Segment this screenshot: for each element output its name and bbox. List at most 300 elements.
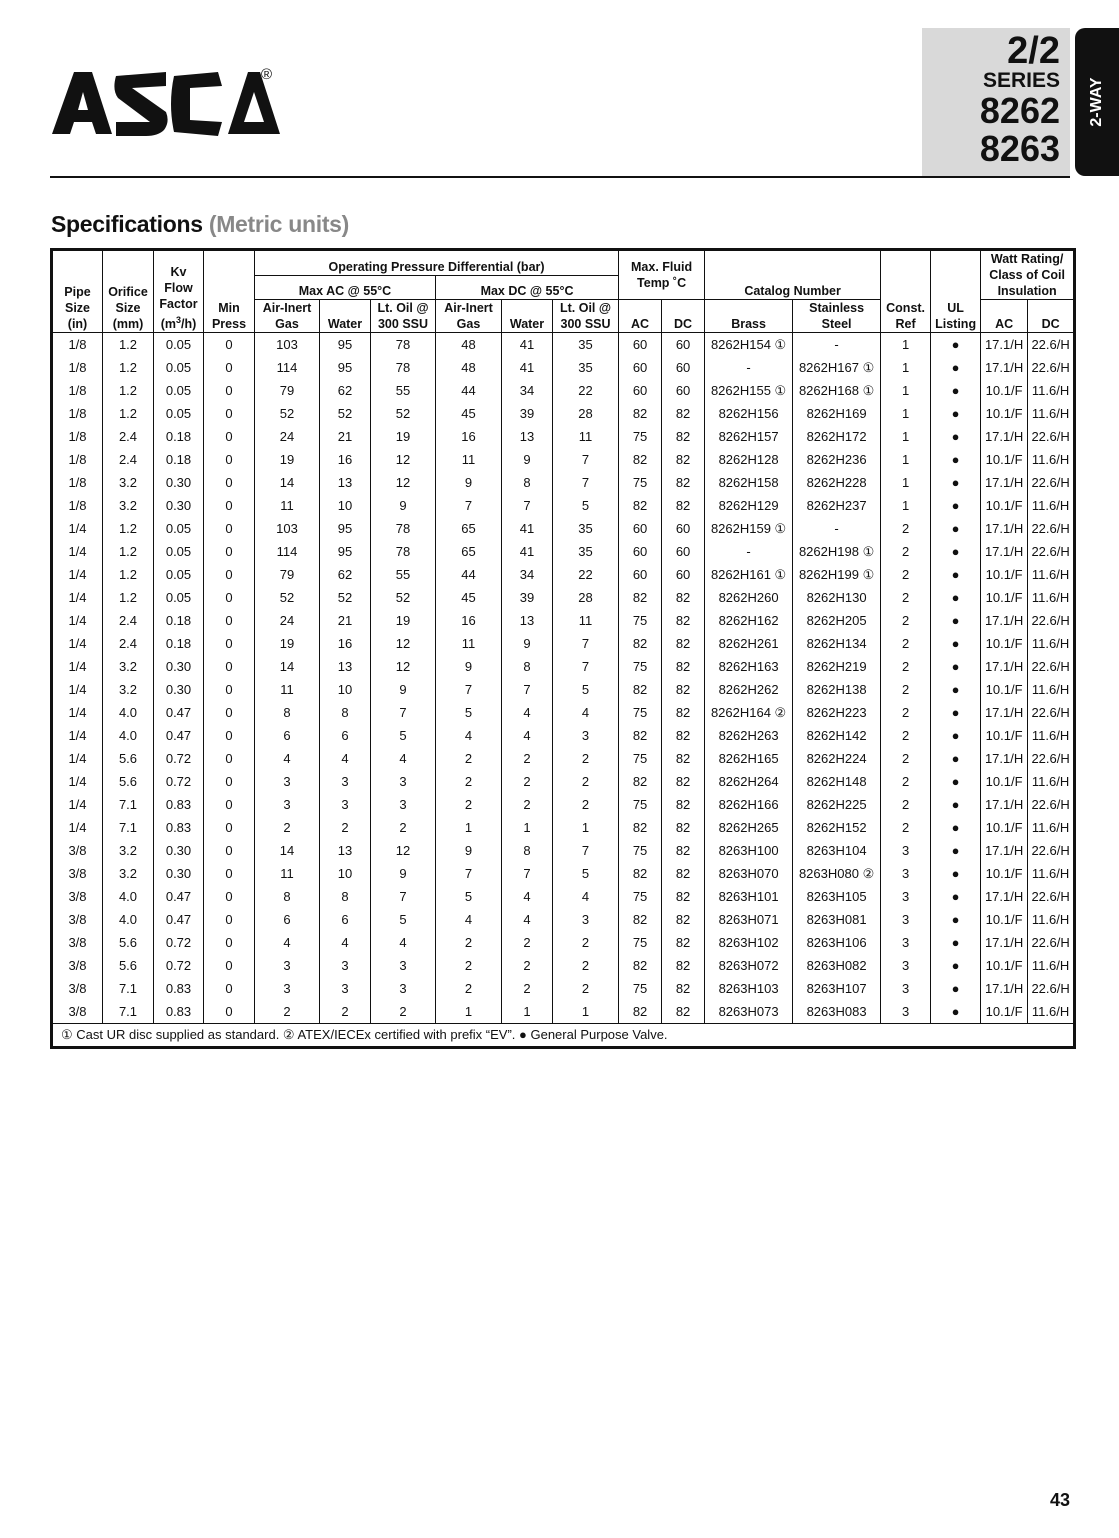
table-row — [52, 471, 1075, 494]
cell-kv-flow: 0.30 — [154, 678, 204, 701]
cell-kv-flow: 0.30 — [154, 655, 204, 678]
cell-watt-ac: 17.1/H — [981, 747, 1028, 770]
header-catalog-number: Catalog Number — [705, 250, 881, 300]
cell-orifice-size: 3.2 — [103, 862, 154, 885]
cell-watt-ac: 17.1/H — [981, 333, 1028, 357]
cell-brass: 8262H156 — [705, 402, 793, 425]
cell-brass: 8262H265 — [705, 816, 793, 839]
cell-ul-listing: ● — [931, 494, 981, 517]
cell-brass: 8262H163 — [705, 655, 793, 678]
cell-ac-air-inert-gas: 24 — [255, 609, 320, 632]
cell-orifice-size: 2.4 — [103, 632, 154, 655]
cell-ac-lt-oil: 12 — [371, 448, 436, 471]
cell-const-ref: 2 — [881, 609, 931, 632]
cell-watt-ac: 10.1/F — [981, 816, 1028, 839]
cell-watt-ac: 10.1/F — [981, 678, 1028, 701]
cell-ul-listing: ● — [931, 724, 981, 747]
cell-orifice-size: 3.2 — [103, 494, 154, 517]
cell-ac-water: 95 — [320, 540, 371, 563]
cell-dc-lt-oil: 2 — [553, 770, 619, 793]
cell-dc-air-inert-gas: 2 — [436, 977, 502, 1000]
cell-watt-dc: 22.6/H — [1028, 655, 1075, 678]
cell-orifice-size: 3.2 — [103, 471, 154, 494]
cell-dc-lt-oil: 7 — [553, 448, 619, 471]
side-tab-label: 2-WAY — [1088, 77, 1105, 127]
cell-stainless-steel: 8263H107 — [793, 977, 881, 1000]
cell-dc-water: 13 — [502, 609, 553, 632]
cell-watt-ac: 10.1/F — [981, 632, 1028, 655]
cell-ac-water: 4 — [320, 931, 371, 954]
cell-temp-dc: 82 — [662, 678, 705, 701]
table-row — [52, 333, 1075, 357]
cell-ul-listing: ● — [931, 609, 981, 632]
cell-dc-water: 7 — [502, 678, 553, 701]
cell-watt-dc: 11.6/H — [1028, 563, 1075, 586]
cell-kv-flow: 0.72 — [154, 931, 204, 954]
cell-pipe-size: 1/8 — [52, 356, 103, 379]
cell-brass: 8262H260 — [705, 586, 793, 609]
cell-kv-flow: 0.05 — [154, 402, 204, 425]
cell-watt-ac: 17.1/H — [981, 517, 1028, 540]
cell-watt-dc: 22.6/H — [1028, 425, 1075, 448]
cell-ac-air-inert-gas: 19 — [255, 448, 320, 471]
cell-temp-dc: 82 — [662, 885, 705, 908]
cell-pipe-size: 1/4 — [52, 517, 103, 540]
cell-ul-listing: ● — [931, 448, 981, 471]
cell-dc-lt-oil: 35 — [553, 517, 619, 540]
cell-temp-ac: 82 — [619, 494, 662, 517]
cell-stainless-steel: 8262H148 — [793, 770, 881, 793]
asco-logo — [50, 66, 282, 140]
cell-const-ref: 3 — [881, 885, 931, 908]
table-row — [52, 793, 1075, 816]
cell-dc-lt-oil: 2 — [553, 931, 619, 954]
cell-brass: 8262H155 ① — [705, 379, 793, 402]
cell-stainless-steel: 8262H138 — [793, 678, 881, 701]
cell-temp-dc: 60 — [662, 333, 705, 357]
cell-ac-water: 62 — [320, 563, 371, 586]
cell-stainless-steel: 8262H169 — [793, 402, 881, 425]
cell-dc-water: 13 — [502, 425, 553, 448]
cell-dc-air-inert-gas: 48 — [436, 333, 502, 357]
cell-ac-air-inert-gas: 3 — [255, 954, 320, 977]
cell-dc-lt-oil: 35 — [553, 356, 619, 379]
cell-dc-water: 8 — [502, 471, 553, 494]
cell-dc-lt-oil: 1 — [553, 1000, 619, 1024]
cell-dc-water: 4 — [502, 724, 553, 747]
cell-watt-ac: 17.1/H — [981, 540, 1028, 563]
cell-dc-lt-oil: 5 — [553, 678, 619, 701]
cell-ul-listing: ● — [931, 632, 981, 655]
table-row — [52, 885, 1075, 908]
cell-min-press: 0 — [204, 724, 255, 747]
cell-watt-dc: 22.6/H — [1028, 839, 1075, 862]
cell-stainless-steel: 8262H198 ① — [793, 540, 881, 563]
cell-orifice-size: 4.0 — [103, 885, 154, 908]
cell-ac-air-inert-gas: 52 — [255, 586, 320, 609]
cell-watt-ac: 10.1/F — [981, 954, 1028, 977]
cell-temp-ac: 75 — [619, 701, 662, 724]
cell-dc-water: 41 — [502, 517, 553, 540]
cell-const-ref: 1 — [881, 379, 931, 402]
cell-kv-flow: 0.05 — [154, 563, 204, 586]
cell-const-ref: 2 — [881, 701, 931, 724]
cell-brass: 8263H102 — [705, 931, 793, 954]
cell-min-press: 0 — [204, 701, 255, 724]
cell-kv-flow: 0.47 — [154, 724, 204, 747]
table-footnote: ① Cast UR disc supplied as standard. ② ATEX/IECEx certified with prefix “EV”. ● General Purpose Valve. — [52, 1024, 1075, 1048]
cell-temp-dc: 82 — [662, 655, 705, 678]
header-kv-flow: Kv Flow Factor $(m^3/h)$ — [154, 250, 204, 333]
cell-kv-flow: 0.72 — [154, 954, 204, 977]
cell-ac-lt-oil: 3 — [371, 770, 436, 793]
cell-dc-air-inert-gas: 9 — [436, 839, 502, 862]
cell-watt-ac: 10.1/F — [981, 1000, 1028, 1024]
cell-ac-air-inert-gas: 79 — [255, 563, 320, 586]
cell-pipe-size: 1/4 — [52, 655, 103, 678]
cell-kv-flow: 0.83 — [154, 1000, 204, 1024]
cell-temp-dc: 82 — [662, 586, 705, 609]
cell-min-press: 0 — [204, 609, 255, 632]
cell-pipe-size: 1/4 — [52, 724, 103, 747]
cell-ac-lt-oil: 4 — [371, 931, 436, 954]
cell-temp-dc: 82 — [662, 793, 705, 816]
cell-ac-air-inert-gas: 6 — [255, 724, 320, 747]
cell-dc-water: 2 — [502, 793, 553, 816]
cell-kv-flow: 0.18 — [154, 609, 204, 632]
cell-stainless-steel: 8262H142 — [793, 724, 881, 747]
cell-orifice-size: 5.6 — [103, 954, 154, 977]
cell-ul-listing: ● — [931, 678, 981, 701]
cell-ac-air-inert-gas: 24 — [255, 425, 320, 448]
cell-watt-ac: 17.1/H — [981, 609, 1028, 632]
cell-brass: 8262H261 — [705, 632, 793, 655]
cell-ac-lt-oil: 9 — [371, 678, 436, 701]
cell-watt-dc: 22.6/H — [1028, 540, 1075, 563]
cell-pipe-size: 1/4 — [52, 770, 103, 793]
cell-ul-listing: ● — [931, 931, 981, 954]
cell-brass: 8262H164 ② — [705, 701, 793, 724]
cell-temp-ac: 75 — [619, 793, 662, 816]
cell-const-ref: 2 — [881, 724, 931, 747]
header-brass: Brass — [705, 300, 793, 333]
cell-temp-dc: 82 — [662, 862, 705, 885]
cell-min-press: 0 — [204, 862, 255, 885]
cell-dc-air-inert-gas: 2 — [436, 770, 502, 793]
cell-pipe-size: 3/8 — [52, 977, 103, 1000]
cell-stainless-steel: 8262H172 — [793, 425, 881, 448]
cell-watt-ac: 17.1/H — [981, 425, 1028, 448]
cell-watt-dc: 11.6/H — [1028, 908, 1075, 931]
cell-orifice-size: 7.1 — [103, 816, 154, 839]
cell-watt-ac: 10.1/F — [981, 494, 1028, 517]
cell-dc-air-inert-gas: 2 — [436, 931, 502, 954]
cell-watt-ac: 17.1/H — [981, 931, 1028, 954]
cell-watt-ac: 17.1/H — [981, 356, 1028, 379]
cell-dc-lt-oil: 2 — [553, 747, 619, 770]
cell-ac-water: 10 — [320, 678, 371, 701]
cell-temp-ac: 82 — [619, 770, 662, 793]
cell-dc-lt-oil: 1 — [553, 816, 619, 839]
cell-const-ref: 1 — [881, 425, 931, 448]
series-number-8263: 8263 — [979, 128, 1060, 169]
cell-temp-dc: 60 — [662, 540, 705, 563]
cell-min-press: 0 — [204, 517, 255, 540]
cell-ul-listing: ● — [931, 379, 981, 402]
cell-temp-ac: 82 — [619, 954, 662, 977]
cell-stainless-steel: 8263H081 — [793, 908, 881, 931]
cell-temp-dc: 82 — [662, 816, 705, 839]
cell-ac-water: 21 — [320, 609, 371, 632]
cell-stainless-steel: 8262H205 — [793, 609, 881, 632]
cell-watt-dc: 11.6/H — [1028, 379, 1075, 402]
page-number: 43 — [1050, 1490, 1071, 1510]
cell-temp-dc: 82 — [662, 701, 705, 724]
cell-temp-ac: 82 — [619, 724, 662, 747]
table-row — [52, 931, 1075, 954]
cell-stainless-steel: - — [793, 517, 881, 540]
cell-ul-listing: ● — [931, 747, 981, 770]
cell-dc-lt-oil: 5 — [553, 862, 619, 885]
cell-dc-lt-oil: 28 — [553, 402, 619, 425]
cell-dc-water: 8 — [502, 839, 553, 862]
cell-ul-listing: ● — [931, 1000, 981, 1024]
cell-min-press: 0 — [204, 839, 255, 862]
cell-ac-water: 8 — [320, 885, 371, 908]
table-row — [52, 609, 1075, 632]
cell-ac-lt-oil: 12 — [371, 655, 436, 678]
table-row — [52, 977, 1075, 1000]
cell-dc-air-inert-gas: 7 — [436, 494, 502, 517]
cell-const-ref: 2 — [881, 655, 931, 678]
cell-watt-ac: 10.1/F — [981, 862, 1028, 885]
cell-watt-ac: 10.1/F — [981, 379, 1028, 402]
cell-const-ref: 1 — [881, 471, 931, 494]
cell-min-press: 0 — [204, 632, 255, 655]
cell-ul-listing: ● — [931, 540, 981, 563]
cell-dc-air-inert-gas: 1 — [436, 816, 502, 839]
cell-temp-ac: 60 — [619, 333, 662, 357]
table-row — [52, 632, 1075, 655]
cell-temp-ac: 82 — [619, 678, 662, 701]
cell-stainless-steel: 8263H104 — [793, 839, 881, 862]
header-const-ref: Const. Ref — [881, 250, 931, 333]
cell-temp-dc: 60 — [662, 379, 705, 402]
cell-ac-water: 95 — [320, 517, 371, 540]
cell-dc-lt-oil: 2 — [553, 793, 619, 816]
cell-pipe-size: 1/4 — [52, 701, 103, 724]
cell-temp-dc: 82 — [662, 724, 705, 747]
cell-temp-dc: 82 — [662, 448, 705, 471]
cell-ul-listing: ● — [931, 563, 981, 586]
cell-ac-lt-oil: 12 — [371, 632, 436, 655]
cell-ul-listing: ● — [931, 425, 981, 448]
cell-ac-air-inert-gas: 8 — [255, 701, 320, 724]
cell-watt-ac: 17.1/H — [981, 701, 1028, 724]
cell-orifice-size: 1.2 — [103, 379, 154, 402]
cell-dc-water: 34 — [502, 563, 553, 586]
cell-min-press: 0 — [204, 816, 255, 839]
cell-ac-lt-oil: 55 — [371, 563, 436, 586]
cell-kv-flow: 0.05 — [154, 517, 204, 540]
cell-ac-lt-oil: 78 — [371, 356, 436, 379]
table-row — [52, 678, 1075, 701]
cell-pipe-size: 1/8 — [52, 448, 103, 471]
cell-ac-lt-oil: 7 — [371, 701, 436, 724]
cell-dc-air-inert-gas: 7 — [436, 678, 502, 701]
cell-temp-dc: 82 — [662, 1000, 705, 1024]
cell-dc-air-inert-gas: 2 — [436, 793, 502, 816]
cell-pipe-size: 3/8 — [52, 908, 103, 931]
cell-kv-flow: 0.30 — [154, 471, 204, 494]
cell-dc-lt-oil: 2 — [553, 954, 619, 977]
table-row — [52, 655, 1075, 678]
cell-dc-water: 34 — [502, 379, 553, 402]
cell-min-press: 0 — [204, 655, 255, 678]
header-opd: Operating Pressure Differential (bar) — [255, 250, 619, 276]
cell-orifice-size: 4.0 — [103, 724, 154, 747]
cell-stainless-steel: 8262H168 ① — [793, 379, 881, 402]
cell-dc-water: 1 — [502, 1000, 553, 1024]
cell-orifice-size: 4.0 — [103, 701, 154, 724]
cell-orifice-size: 5.6 — [103, 770, 154, 793]
cell-stainless-steel: 8263H080 ② — [793, 862, 881, 885]
cell-brass: 8262H154 ① — [705, 333, 793, 357]
cell-dc-water: 2 — [502, 747, 553, 770]
cell-ac-air-inert-gas: 114 — [255, 540, 320, 563]
cell-dc-lt-oil: 11 — [553, 609, 619, 632]
cell-const-ref: 1 — [881, 333, 931, 357]
cell-watt-dc: 22.6/H — [1028, 609, 1075, 632]
cell-ac-lt-oil: 78 — [371, 540, 436, 563]
table-row — [52, 747, 1075, 770]
cell-dc-water: 1 — [502, 816, 553, 839]
table-row — [52, 356, 1075, 379]
cell-ac-lt-oil: 78 — [371, 333, 436, 357]
cell-dc-lt-oil: 4 — [553, 885, 619, 908]
cell-orifice-size: 7.1 — [103, 793, 154, 816]
table-row — [52, 816, 1075, 839]
cell-dc-air-inert-gas: 45 — [436, 402, 502, 425]
cell-kv-flow: 0.30 — [154, 862, 204, 885]
cell-stainless-steel: 8262H219 — [793, 655, 881, 678]
cell-dc-lt-oil: 22 — [553, 563, 619, 586]
cell-watt-dc: 11.6/H — [1028, 1000, 1075, 1024]
cell-orifice-size: 1.2 — [103, 517, 154, 540]
cell-dc-lt-oil: 2 — [553, 977, 619, 1000]
cell-dc-air-inert-gas: 1 — [436, 1000, 502, 1024]
cell-ul-listing: ● — [931, 333, 981, 357]
cell-dc-air-inert-gas: 45 — [436, 586, 502, 609]
cell-temp-ac: 82 — [619, 448, 662, 471]
cell-ac-water: 3 — [320, 793, 371, 816]
cell-pipe-size: 1/4 — [52, 540, 103, 563]
cell-dc-water: 7 — [502, 494, 553, 517]
cell-ac-water: 13 — [320, 839, 371, 862]
cell-min-press: 0 — [204, 586, 255, 609]
cell-dc-water: 2 — [502, 977, 553, 1000]
cell-ac-air-inert-gas: 6 — [255, 908, 320, 931]
table-row — [52, 701, 1075, 724]
cell-pipe-size: 1/4 — [52, 678, 103, 701]
cell-ac-lt-oil: 78 — [371, 517, 436, 540]
cell-brass: - — [705, 356, 793, 379]
cell-brass: 8262H166 — [705, 793, 793, 816]
cell-pipe-size: 1/4 — [52, 609, 103, 632]
cell-pipe-size: 1/8 — [52, 402, 103, 425]
cell-ul-listing: ● — [931, 839, 981, 862]
table-row — [52, 862, 1075, 885]
table-row — [52, 540, 1075, 563]
cell-kv-flow: 0.72 — [154, 770, 204, 793]
cell-pipe-size: 1/8 — [52, 494, 103, 517]
cell-dc-air-inert-gas: 9 — [436, 471, 502, 494]
section-heading — [51, 211, 349, 238]
cell-const-ref: 2 — [881, 793, 931, 816]
cell-ac-air-inert-gas: 103 — [255, 517, 320, 540]
cell-dc-lt-oil: 3 — [553, 724, 619, 747]
cell-pipe-size: 1/8 — [52, 471, 103, 494]
cell-watt-ac: 10.1/F — [981, 724, 1028, 747]
cell-dc-air-inert-gas: 65 — [436, 517, 502, 540]
cell-kv-flow: 0.47 — [154, 885, 204, 908]
cell-watt-ac: 17.1/H — [981, 977, 1028, 1000]
cell-kv-flow: 0.18 — [154, 425, 204, 448]
cell-stainless-steel: 8262H236 — [793, 448, 881, 471]
cell-ac-water: 52 — [320, 586, 371, 609]
cell-temp-ac: 75 — [619, 977, 662, 1000]
cell-pipe-size: 1/4 — [52, 586, 103, 609]
cell-watt-ac: 17.1/H — [981, 839, 1028, 862]
cell-ac-lt-oil: 2 — [371, 1000, 436, 1024]
cell-kv-flow: 0.83 — [154, 816, 204, 839]
cell-brass: 8262H161 ① — [705, 563, 793, 586]
cell-stainless-steel: 8262H225 — [793, 793, 881, 816]
cell-watt-ac: 10.1/F — [981, 908, 1028, 931]
cell-temp-dc: 82 — [662, 425, 705, 448]
cell-orifice-size: 2.4 — [103, 448, 154, 471]
table-row — [52, 908, 1075, 931]
header-ul-listing: UL Listing — [931, 250, 981, 333]
cell-ac-air-inert-gas: 11 — [255, 862, 320, 885]
cell-watt-ac: 17.1/H — [981, 655, 1028, 678]
cell-temp-ac: 60 — [619, 379, 662, 402]
specifications-table — [50, 248, 1076, 1049]
cell-orifice-size: 3.2 — [103, 678, 154, 701]
cell-dc-air-inert-gas: 9 — [436, 655, 502, 678]
cell-ac-air-inert-gas: 2 — [255, 816, 320, 839]
cell-watt-dc: 11.6/H — [1028, 678, 1075, 701]
cell-temp-ac: 82 — [619, 1000, 662, 1024]
table-row — [52, 402, 1075, 425]
cell-temp-ac: 75 — [619, 609, 662, 632]
cell-brass: 8263H101 — [705, 885, 793, 908]
cell-brass: 8262H158 — [705, 471, 793, 494]
cell-brass: 8262H264 — [705, 770, 793, 793]
cell-brass: 8262H128 — [705, 448, 793, 471]
cell-temp-dc: 60 — [662, 517, 705, 540]
table-row — [52, 379, 1075, 402]
cell-const-ref: 3 — [881, 931, 931, 954]
cell-const-ref: 2 — [881, 678, 931, 701]
side-tab — [1075, 28, 1119, 176]
cell-watt-dc: 22.6/H — [1028, 333, 1075, 357]
cell-min-press: 0 — [204, 333, 255, 357]
cell-ac-water: 8 — [320, 701, 371, 724]
cell-dc-lt-oil: 4 — [553, 701, 619, 724]
cell-temp-ac: 82 — [619, 402, 662, 425]
cell-dc-water: 41 — [502, 333, 553, 357]
